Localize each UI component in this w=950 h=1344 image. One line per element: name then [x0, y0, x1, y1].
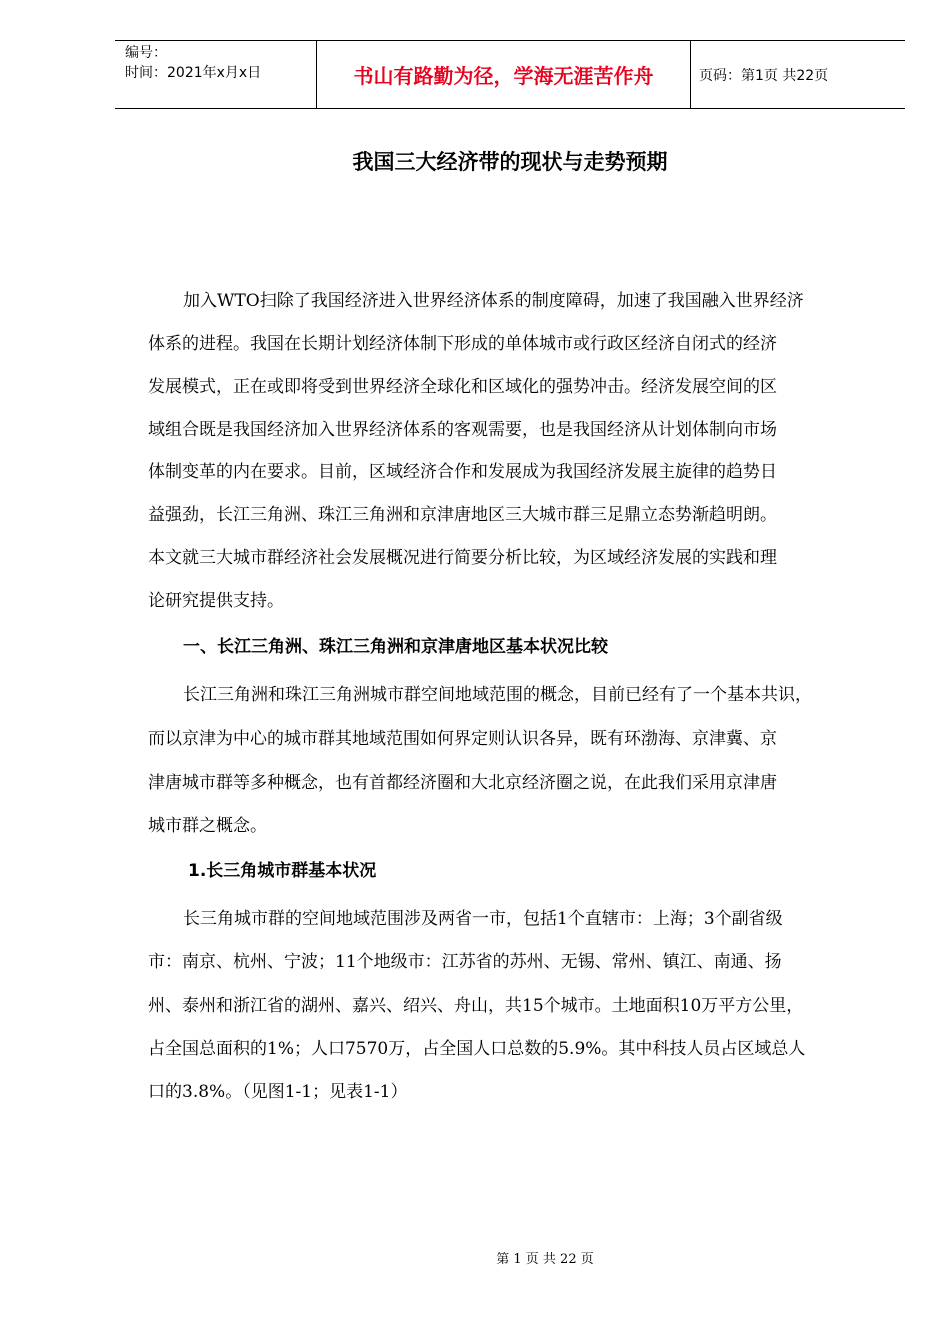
paragraph-line: 发展模式，正在或即将受到世界经济全球化和区域化的强势冲击。经济发展空间的区 [148, 377, 777, 397]
paragraph-line: 体系的进程。我国在长期计划经济体制下形成的单体城市或行政区经济自闭式的经济 [148, 334, 777, 354]
paragraph-line: 城市群之概念。 [148, 816, 267, 836]
paragraph-line: 津唐城市群等多种概念，也有首都经济圈和大北京经济圈之说，在此我们采用京津唐 [148, 773, 777, 793]
paragraph-line: 体制变革的内在要求。目前，区域经济合作和发展成为我国经济发展主旋律的趋势日 [148, 462, 777, 482]
paragraph-line: 本文就三大城市群经济社会发展概况进行简要分析比较，为区域经济发展的实践和理 [148, 548, 777, 568]
document-time-label: 时间：2021年x月x日 [125, 65, 262, 81]
paragraph-line: 长江三角洲和珠江三角洲城市群空间地域范围的概念，目前已经有了一个基本共识， [183, 685, 812, 705]
paragraph-line: 占全国总面积的1%；人口7570万，占全国人口总数的5.9%。其中科技人员占区域总人 [148, 1039, 806, 1059]
paragraph-line: 州、泰州和浙江省的湖州、嘉兴、绍兴、舟山，共15个城市。土地面积10万平方公里， [148, 996, 804, 1016]
subsection-heading: 1.长三角城市群基本状况 [188, 861, 377, 881]
paragraph-line: 域组合既是我国经济加入世界经济体系的客观需要，也是我国经济从计划体制向市场 [148, 420, 777, 440]
document-title: 我国三大经济带的现状与走势预期 [352, 150, 668, 174]
paragraph-line: 益强劲，长江三角洲、珠江三角洲和京津唐地区三大城市群三足鼎立态势渐趋明朗。 [148, 505, 777, 525]
header-meta-cell [115, 41, 317, 108]
header-table [115, 40, 905, 109]
paragraph-line: 长三角城市群的空间地域范围涉及两省一市，包括1个直辖市：上海；3个副省级 [183, 909, 783, 929]
section-heading: 一、长江三角洲、珠江三角洲和京津唐地区基本状况比较 [183, 637, 608, 657]
paragraph-line: 加入WTO扫除了我国经济进入世界经济体系的制度障碍，加速了我国融入世界经济 [183, 291, 804, 311]
page-footer: 第 1 页 共 22 页 [496, 1252, 594, 1267]
header-motto: 书山有路勤为径，学海无涯苦作舟 [317, 41, 691, 108]
paragraph-line: 而以京津为中心的城市群其地域范围如何界定则认识各异，既有环渤海、京津冀、京 [148, 729, 777, 749]
paragraph-line: 口的3.8%。（见图1-1；见表1-1） [148, 1082, 408, 1102]
document-number-label: 编号： [125, 45, 167, 61]
paragraph-line: 市：南京、杭州、宁波；11个地级市：江苏省的苏州、无锡、常州、镇江、南通、扬 [148, 952, 782, 972]
paragraph-line: 论研究提供支持。 [148, 591, 284, 611]
header-page-info: 页码：第1页 共22页 [699, 67, 829, 84]
